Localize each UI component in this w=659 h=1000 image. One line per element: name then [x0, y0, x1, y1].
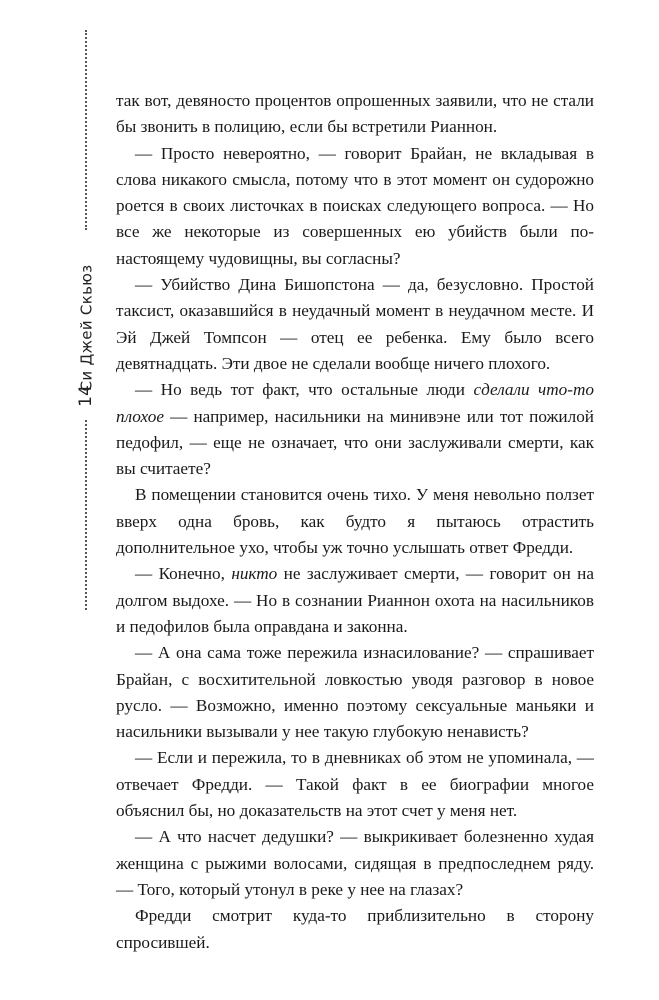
paragraph: [116, 377, 594, 482]
text-run: — Убийство Дина Бишопстона — да, безусловно. Простой таксист, оказавшийся в неудачный момент в неудачном месте. И Эй Джей Томпсон — отец ее ребенка. Ему было всего девятнадцать. Эти двое не сделали вообще ничего плохого.: [116, 275, 594, 373]
page-number: 14: [76, 385, 96, 407]
text-run: не заслуживает смерти, — говорит он на долгом выдохе. — Но в сознании Рианнон охота на насильников и педофилов была оправдана и законна.: [116, 564, 594, 636]
text-run: — Если и пережила, то в дневниках об этом не упоминала, — отвечает Фредди. — Такой факт в ее биографии многое объяснил бы, но доказательств на этот счет у меня нет.: [116, 748, 594, 821]
text-run: В помещении становится очень тихо. У меня невольно ползет вверх одна бровь, как будто я пытаюсь отрастить дополнительное ухо, чтобы уж точно услышать ответ Фредди.: [116, 485, 594, 558]
paragraph: [116, 561, 594, 640]
paragraph: [116, 88, 594, 141]
italic-text: сделали что-то плохое: [116, 380, 594, 426]
body-text: [116, 88, 594, 956]
paragraph: [116, 745, 594, 824]
text-run: — А что насчет дедушки? — выкрикивает болезненно худая женщина с рыжими волосами, сидящая в предпоследнем ряду. — Того, который утонул в реке у нее на глазах?: [116, 827, 594, 899]
paragraph: [116, 272, 594, 377]
dotted-rule-bottom: [85, 420, 87, 610]
text-run: — Конечно,: [135, 564, 232, 584]
dotted-rule-top: [85, 30, 87, 230]
running-header: [68, 30, 104, 430]
text-run: — Просто невероятно, — говорит Брайан, не вкладывая в слова никакого смысла, потому что в этот момент он судорожно роется в своих листочках в поисках следующего вопроса. — Но все же некоторые из совершенных ею убийств были по-настоящему чудовищны, вы согласны?: [116, 143, 594, 268]
paragraph: [116, 824, 594, 903]
paragraph: [116, 640, 594, 745]
text-run: Фредди смотрит куда-то приблизительно в сторону спросившей.: [116, 906, 594, 952]
italic-text: никто: [231, 564, 278, 584]
text-run: — А она сама тоже пережила изнасилование? — спрашивает Брайан, с восхитительной ловкостью уводя разговор в новое русло. — Возможно, именно поэтому сексуальные маньяки и насильники вызывали у нее такую глубокую ненависть?: [116, 643, 594, 742]
paragraph: [116, 903, 594, 956]
text-run: — например, насильники на минивэне или тот пожилой педофил, — еще не означает, что они заслуживали смерти, как вы считаете?: [116, 406, 594, 479]
paragraph: [116, 141, 594, 272]
running-title: Си Джей Скьюз: [77, 264, 96, 392]
paragraph: [116, 482, 594, 561]
text-run: так вот, девяносто процентов опрошенных заявили, что не стали бы звонить в полицию, если бы встретили Рианнон.: [116, 91, 594, 137]
text-run: — Но ведь тот факт, что остальные люди: [135, 380, 474, 400]
